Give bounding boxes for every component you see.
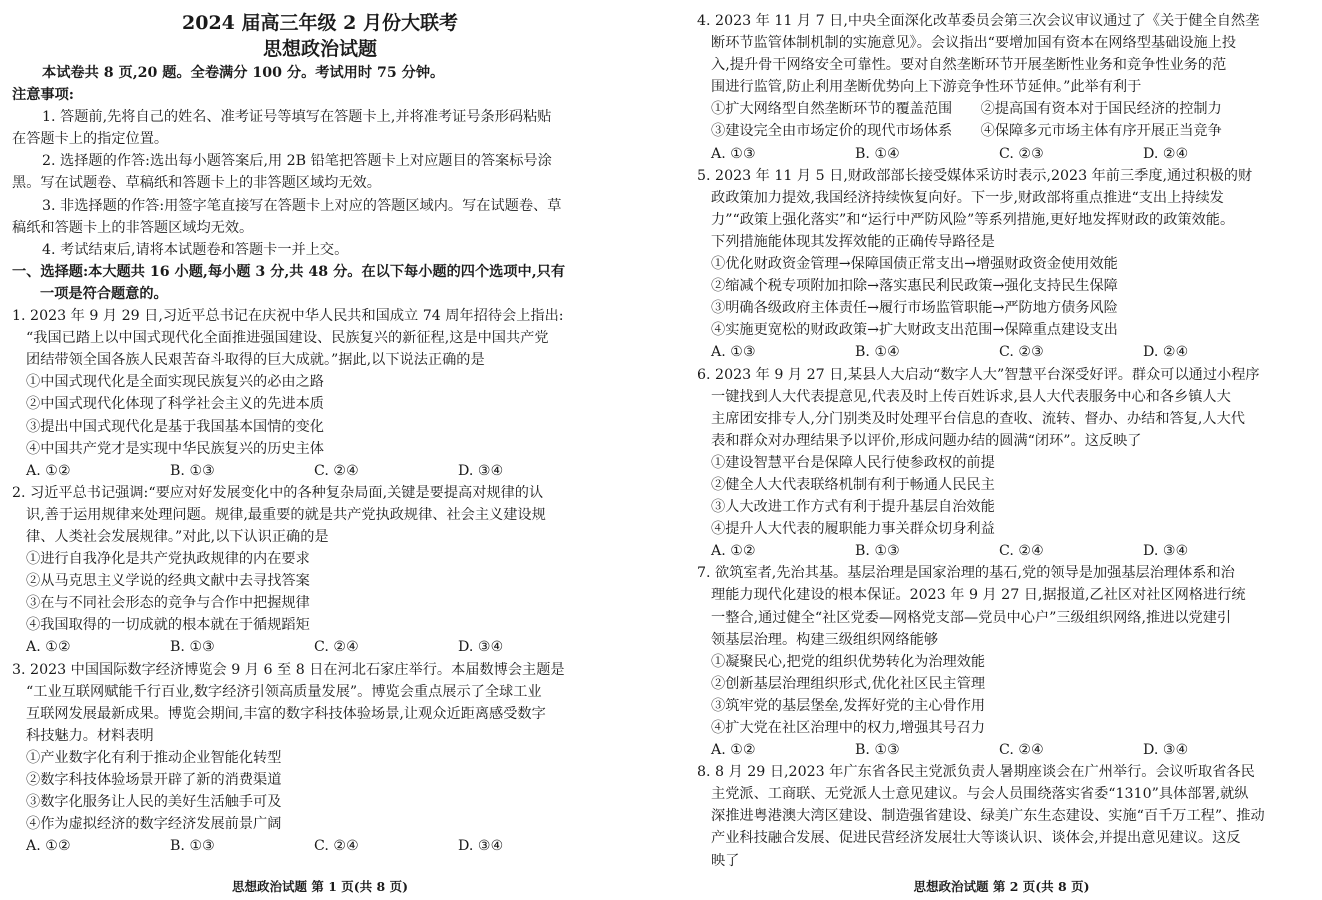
option-d: D. ③④	[458, 639, 504, 656]
answer-item: ①建设智慧平台是保障人民行使参政权的前提	[711, 454, 995, 471]
page-1-content	[12, 10, 628, 857]
answer-item: ③数字化服务让人民的美好生活触手可及	[26, 794, 282, 811]
answer-item: ③提出中国式现代化是基于我国基本国情的变化	[26, 418, 324, 435]
option-a: A. ①②	[26, 838, 71, 855]
question-stem: 表和群众对办理结果予以评价,形成问题办结的圆满“闭环”。这反映了	[711, 432, 1142, 449]
question-8	[697, 761, 1311, 871]
answer-item: ④扩大党在社区治理中的权力,增强其号召力	[711, 720, 986, 736]
option-c: C. ②③	[999, 344, 1044, 361]
answer-item: ②缩减个税专项附加扣除→落实惠民利民政策→强化支持民生保障	[711, 278, 1118, 295]
answer-item: ③在与不同社会形态的竞争与合作中把握规律	[26, 595, 310, 612]
option-a: A. ①②	[26, 462, 71, 479]
answer-options	[12, 636, 628, 658]
answer-item: ②健全人大代表联络机制有利于畅通人民民主	[711, 476, 995, 493]
question-2	[12, 482, 628, 659]
note-line: 稿纸和答题卡上的非答题区域均无效。	[12, 219, 254, 236]
option-b: B. ①③	[170, 462, 215, 479]
answer-item: ②中国式现代化体现了科学社会主义的先进本质	[26, 396, 324, 413]
option-a: A. ①②	[711, 543, 756, 560]
option-d: D. ②④	[1143, 344, 1189, 361]
page-footer: 思想政治试题 第 2 页(共 8 页)	[913, 879, 1090, 894]
question-stem: 围进行监管,防止利用垄断优势向上下游竞争性环节延伸。”此举有利于	[711, 79, 1142, 96]
option-d: D. ③④	[458, 838, 504, 855]
note-line: 黑。写在试题卷、草稿纸和答题卡上的非答题区域均无效。	[12, 175, 381, 192]
question-stem: 一键找到人大代表提意见,代表及时上传百姓诉求,县人大代表服务中心和各乡镇人大	[711, 388, 1231, 405]
question-stem: 下列措施能体现其发挥效能的正确传导路径是	[711, 233, 995, 250]
question-stem: 政政策加力提效,我国经济持续恢复向好。下一步,财政部将重点推进“支出上持续发	[711, 189, 1224, 206]
option-c: C. ②③	[999, 145, 1044, 162]
question-stem: 领基层治理。构建三级组织网络能够	[711, 631, 939, 648]
exam-page-1	[0, 0, 640, 900]
question-stem: 识,善于运用规律来处理问题。规律,最重要的就是共产党执政规律、社会主义建设规	[26, 506, 546, 523]
question-6	[697, 364, 1311, 563]
option-c: C. ②④	[999, 543, 1044, 560]
answer-options	[697, 540, 1311, 562]
note-line: 2. 选择题的作答:选出每小题答案后,用 2B 铅笔把答题卡上对应题目的答案标号涂	[42, 153, 552, 170]
option-b: B. ①③	[855, 742, 900, 759]
answer-item: ①产业数字化有利于推动企业智能化转型	[26, 749, 282, 766]
question-stem: 映了	[711, 852, 740, 869]
exam-subject: 思想政治试题	[262, 38, 377, 60]
exam-info: 本试卷共 8 页,20 题。全卷满分 100 分。考试用时 75 分钟。	[42, 65, 445, 81]
note-line: 4. 考试结束后,请将本试题卷和答题卡一并上交。	[42, 241, 349, 258]
page-2-content	[697, 10, 1311, 872]
answer-item: ④作为虚拟经济的数字经济发展前景广阔	[26, 816, 282, 833]
option-b: B. ①③	[855, 543, 900, 560]
answer-item: ③明确各级政府主体责任→履行市场监管职能→严防地方债务风险	[711, 300, 1118, 317]
answer-item: ①优化财政资金管理→保障国债正常支出→增强财政资金使用效能	[711, 256, 1118, 273]
exam-title: 2024 届高三年级 2 月份大联考	[182, 12, 458, 34]
note-line: 1. 答题前,先将自己的姓名、准考证号等填写在答题卡上,并将准考证号条形码粘贴	[42, 109, 552, 126]
question-stem: 力”“政策上强化落实”和“运行中严防风险”等系列措施,更好地发挥财政的政策效能。	[711, 211, 1235, 228]
option-d: D. ②④	[1143, 145, 1189, 162]
question-stem: 深推进粤港澳大湾区建设、制造强省建设、绿美广东生态建设、实施“百千万工程”、推动	[711, 808, 1265, 825]
option-a: A. ①③	[711, 145, 756, 162]
section-heading: 一、选择题:本大题共 16 小题,每小题 3 分,共 48 分。在以下每小题的四个选项中,只有	[12, 263, 566, 280]
option-a: A. ①②	[26, 639, 71, 656]
question-stem: 团结带领全国各族人民艰苦奋斗取得的巨大成就。”据此,以下说法正确的是	[26, 352, 485, 369]
question-stem: 6. 2023 年 9 月 27 日,某县人大启动“数字人大”智慧平台深受好评。群众可以通过小程序	[697, 366, 1260, 383]
answer-item: ②创新基层治理组织形式,优化社区民主管理	[711, 675, 986, 692]
answer-item: ①扩大网络型自然垄断环节的覆盖范围 ②提高国有资本对于国民经济的控制力	[711, 101, 1222, 118]
answer-item: ④实施更宽松的财政政策→扩大财政支出范围→保障重点建设支出	[711, 322, 1118, 339]
notes-heading: 注意事项:	[12, 87, 74, 104]
question-stem: “工业互联网赋能千行百业,数字经济引领高质量发展”。博览会重点展示了全球工业	[26, 683, 542, 700]
question-stem: 5. 2023 年 11 月 5 日,财政部部长接受媒体采访时表示,2023 年前三季度,通过积极的财	[697, 167, 1253, 184]
question-stem: 主席团安排专人,分门别类及时处理平台信息的查收、流转、督办、办结和答复,人大代	[711, 410, 1245, 427]
answer-item: ④中国共产党才是实现中华民族复兴的历史主体	[26, 440, 324, 457]
answer-options	[12, 460, 628, 482]
question-1	[12, 305, 628, 482]
option-b: B. ①③	[170, 639, 215, 656]
answer-item: ②数字科技体验场景开辟了新的消费渠道	[26, 772, 282, 788]
option-d: D. ③④	[1143, 742, 1189, 759]
question-stem: 理能力现代化建设的根本保证。2023 年 9 月 27 日,据报道,乙社区对社区网格进行统	[711, 587, 1246, 604]
answer-options	[697, 143, 1311, 165]
question-stem: 律、人类社会发展规律。”对此,以下认识正确的是	[26, 528, 329, 545]
question-stem: 3. 2023 中国国际数字经济博览会 9 月 6 至 8 日在河北石家庄举行。本届数博会主题是	[12, 661, 565, 678]
question-stem: 2. 习近平总书记强调:“要应对好发展变化中的各种复杂局面,关键是要提高对规律的认	[12, 484, 544, 501]
question-stem: 7. 欲筑室者,先治其基。基层治理是国家治理的基石,党的领导是加强基层治理体系和治	[697, 565, 1235, 582]
option-a: A. ①③	[711, 344, 756, 361]
question-stem: 主党派、工商联、无党派人士意见建议。与会人员围绕落实省委“1310”具体部署,就纵	[711, 786, 1249, 803]
question-stem: 产业科技融合发展、促进民营经济发展壮大等谈认识、谈体会,并提出意见建议。这反	[711, 830, 1241, 847]
question-5	[697, 165, 1311, 364]
option-a: A. ①②	[711, 742, 756, 759]
note-line: 3. 非选择题的作答:用签字笔直接写在答题卡上对应的答题区域内。写在试题卷、草	[42, 197, 562, 214]
answer-options	[12, 835, 628, 857]
note-line: 在答题卡上的指定位置。	[12, 131, 169, 148]
option-d: D. ③④	[458, 462, 504, 479]
question-stem: 4. 2023 年 11 月 7 日,中央全面深化改革委员会第三次会议审议通过了《关于健全自然垄	[697, 13, 1260, 29]
option-c: C. ②④	[314, 838, 359, 855]
answer-options	[697, 341, 1311, 363]
question-7	[697, 562, 1311, 761]
question-3	[12, 659, 628, 858]
option-d: D. ③④	[1143, 543, 1189, 560]
question-stem: 断环节监管体制机制的实施意见》。会议指出“要增加国有资本在网络型基础设施上投	[711, 35, 1237, 52]
answer-item: ①凝聚民心,把党的组织优势转化为治理效能	[711, 653, 986, 670]
option-b: B. ①③	[170, 838, 215, 855]
option-b: B. ①④	[855, 145, 900, 162]
question-stem: 入,提升骨干网络安全可靠性。要对自然垄断环节开展垄断性业务和竞争性业务的范	[711, 57, 1227, 74]
question-stem: 8. 8 月 29 日,2023 年广东省各民主党派负责人暑期座谈会在广州举行。会议听取省各民	[697, 764, 1255, 781]
page-footer: 思想政治试题 第 1 页(共 8 页)	[232, 879, 408, 894]
answer-item: ②从马克思主义学说的经典文献中去寻找答案	[26, 573, 310, 590]
question-stem: 科技魅力。材料表明	[26, 727, 154, 744]
question-stem: 互联网发展最新成果。博览会期间,丰富的数字科技体验场景,让观众近距离感受数字	[26, 705, 546, 722]
question-stem: “我国已踏上以中国式现代化全面推进强国建设、民族复兴的新征程,这是中国共产党	[26, 330, 549, 347]
answer-item: ④提升人大代表的履职能力事关群众切身利益	[711, 521, 995, 538]
exam-page-2	[681, 0, 1322, 900]
option-c: C. ②④	[314, 462, 359, 479]
answer-item: ①中国式现代化是全面实现民族复兴的必由之路	[26, 374, 324, 391]
answer-item: ③人大改进工作方式有利于提升基层自治效能	[711, 499, 995, 516]
section-heading: 一项是符合题意的。	[40, 285, 168, 302]
question-4	[697, 10, 1311, 165]
answer-item: ③筑牢党的基层堡垒,发挥好党的主心骨作用	[711, 697, 986, 714]
answer-item: ①进行自我净化是共产党执政规律的内在要求	[26, 551, 310, 568]
answer-item: ③建设完全由市场定价的现代市场体系 ④保障多元市场主体有序开展正当竞争	[711, 123, 1222, 140]
question-stem: 1. 2023 年 9 月 29 日,习近平总书记在庆祝中华人民共和国成立 74 周年招待会上指出:	[12, 308, 564, 325]
answer-options	[697, 739, 1311, 761]
question-stem: 一整合,通过健全“社区党委—网格党支部—党员中心户”三级组织网络,推进以党建引	[711, 609, 1232, 626]
option-c: C. ②④	[999, 742, 1044, 759]
option-b: B. ①④	[855, 344, 900, 361]
option-c: C. ②④	[314, 639, 359, 656]
answer-item: ④我国取得的一切成就的根本就在于循规蹈矩	[26, 617, 310, 634]
